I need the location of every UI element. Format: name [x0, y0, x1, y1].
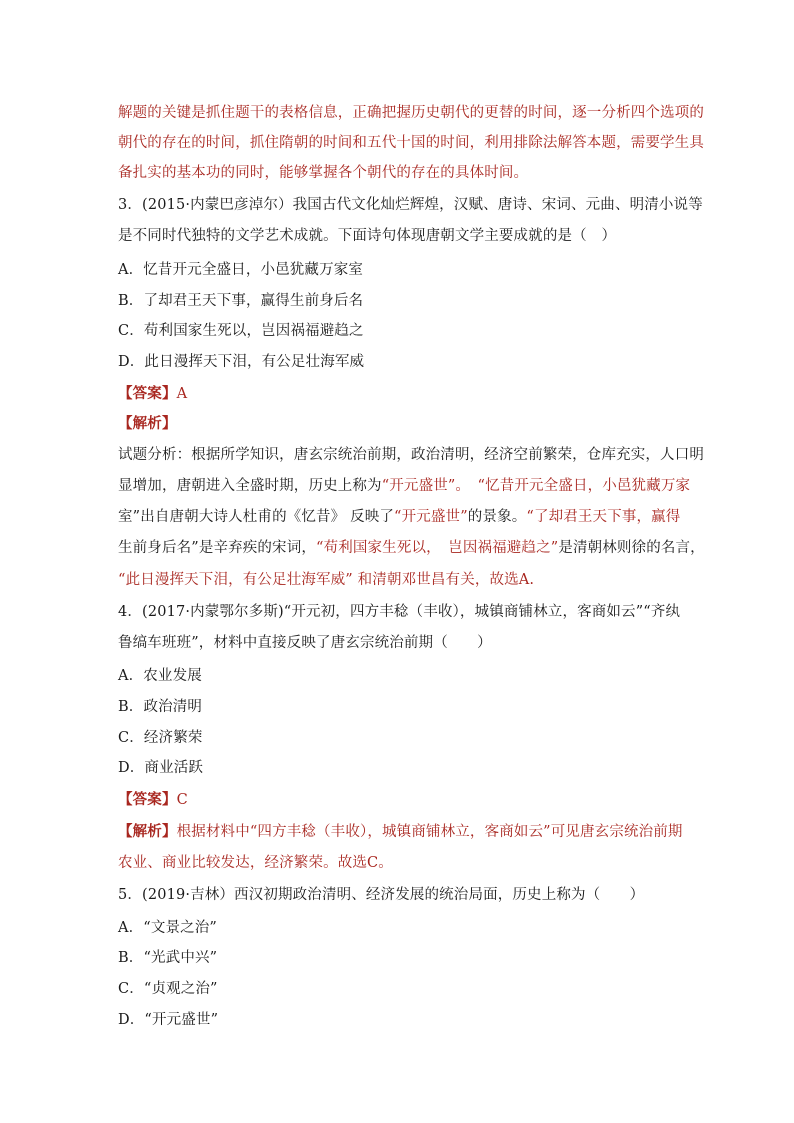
q3-analysis-text: 显增加，唐朝进入全盛时期，历史上称为 — [118, 478, 382, 494]
q3-analysis-text: 是辛弃疾的宋词， — [198, 540, 317, 556]
q3-analysis-highlight: “此日漫挥天下泪，有公足壮海军威” — [118, 572, 353, 588]
intro-line-1: 解题的关键是抓住题干的表格信息，正确把握历史朝代的更替的时间，逐一分析四个选项的 — [118, 105, 704, 121]
q3-analysis-text: 是清朝林则徐的名言， — [558, 540, 705, 556]
q3-analysis-line-4 — [118, 538, 705, 558]
q3-analysis-text: 出自唐朝大诗人杜甫的《忆昔》 — [140, 509, 346, 525]
q3-analysis-line-3 — [118, 507, 680, 527]
intro-line-2: 朝代的存在的时间，抓住隋朝的时间和五代十国的时间，利用排除法解答本题，需要学生具 — [118, 135, 704, 151]
q3-analysis-line-1: 试题分析：根据所学知识，唐玄宗统治前期，政治清明，经济空前繁荣，仓库充实，人口明 — [118, 447, 704, 463]
q3-option-a: A．忆昔开元全盛日，小邑犹藏万家室 — [118, 262, 364, 278]
q3-analysis-highlight: “开元盛世” — [394, 509, 468, 525]
q5-option-c: C．“贞观之治” — [118, 981, 218, 997]
q4-answer — [118, 790, 188, 810]
q3-analysis-highlight: “开元盛世”。 — [381, 478, 463, 494]
q3-analysis-highlight: “了却君王天下事，赢得 — [526, 509, 681, 525]
q3-analysis-text: 室” — [118, 509, 141, 525]
q3-analysis-highlight: 和清朝邓世昌有关，故选A. — [357, 572, 535, 588]
q4-option-b: B．政治清明 — [118, 699, 203, 715]
q3-analysis-highlight: “忆昔开元全盛日，小邑犹藏万家 — [477, 478, 691, 494]
q3-stem-line-1: 3．(2015·内蒙巴彦淖尔）我国古代文化灿烂辉煌，汉赋、唐诗、宋词、元曲、明清小说等 — [118, 197, 703, 213]
q3-analysis-label-line — [118, 414, 177, 434]
q4-option-c: C．经济繁荣 — [118, 730, 203, 746]
q3-answer-value: A — [176, 386, 188, 402]
q3-analysis-highlight: 岂因祸福避趋之” — [448, 540, 559, 556]
q5-option-a: A．“文景之治” — [118, 920, 217, 936]
q4-option-a: A．农业发展 — [118, 668, 202, 684]
q3-analysis-line-5 — [118, 570, 534, 590]
q3-answer — [118, 384, 187, 404]
q4-analysis-line-1 — [118, 822, 683, 842]
q4-analysis-line-2: 农业、商业比较发达，经济繁荣。故选C。 — [118, 855, 393, 871]
q3-answer-label: 【答案】 — [118, 385, 177, 402]
q3-stem-line-2: 是不同时代独特的文学艺术成就。下面诗句体现唐朝文学主要成就的是（ ） — [118, 228, 617, 244]
q4-answer-label: 【答案】 — [118, 791, 177, 808]
q3-option-d: D．此日漫挥天下泪，有公足壮海军威 — [118, 354, 365, 370]
q4-option-d: D．商业活跃 — [118, 760, 204, 776]
q3-analysis-highlight: “苟利国家生死以， — [316, 540, 434, 556]
q4-stem-line-1: 4．(2017·内蒙鄂尔多斯)“开元初，四方丰稔（丰收），城镇商铺林立，客商如云”“齐纨 — [118, 604, 681, 620]
q3-option-b: B．了却君王天下事，赢得生前身后名 — [118, 293, 364, 309]
q5-option-d: D．“开元盛世” — [118, 1012, 219, 1028]
q3-analysis-text: 反映了 — [350, 509, 395, 525]
q3-analysis-text: 的景象。 — [467, 509, 527, 525]
q3-analysis-text: 生前身后名” — [118, 540, 199, 556]
q3-analysis-line-2 — [118, 476, 690, 496]
q3-option-c: C．苟利国家生死以，岂因祸福避趋之 — [118, 323, 364, 339]
q5-option-b: B．“光武中兴” — [118, 950, 218, 966]
intro-line-3: 备扎实的基本功的同时，能够掌握各个朝代的存在的具体时间。 — [118, 165, 529, 181]
q5-stem-line-1: 5．(2019·吉林）西汉初期政治清明、经济发展的统治局面，历史上称为（ ） — [118, 887, 645, 903]
q4-analysis-label: 【解析】 — [118, 823, 177, 840]
q3-analysis-label: 【解析】 — [118, 415, 177, 432]
q4-answer-value: C — [176, 792, 188, 808]
q4-stem-line-2: 鲁缟车班班”，材料中直接反映了唐玄宗统治前期（ ） — [118, 635, 492, 651]
q4-analysis-text: 根据材料中“四方丰稔（丰收），城镇商铺林立，客商如云”可见唐玄宗统治前期 — [176, 824, 683, 840]
